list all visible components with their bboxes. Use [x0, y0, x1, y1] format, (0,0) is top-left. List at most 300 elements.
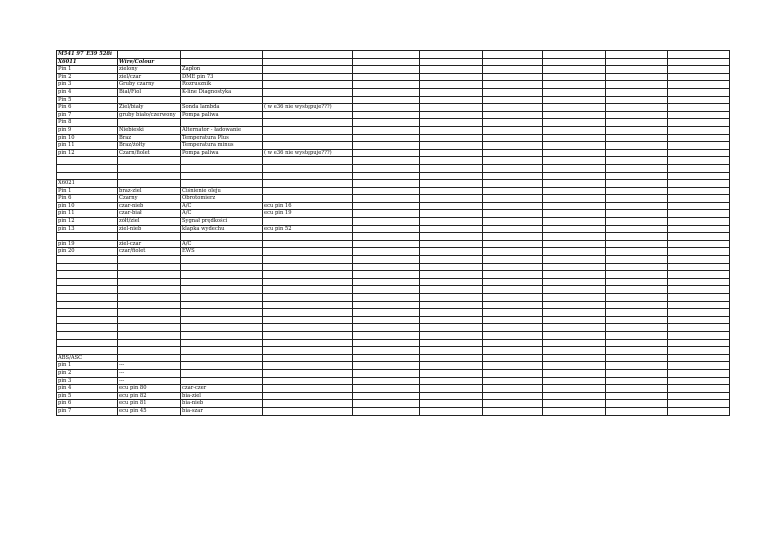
sheet-cell[interactable]	[668, 294, 730, 302]
sheet-cell[interactable]	[181, 256, 263, 264]
sheet-cell[interactable]	[483, 347, 543, 355]
sheet-cell[interactable]	[543, 385, 606, 393]
sheet-cell[interactable]	[420, 362, 483, 370]
sheet-cell[interactable]	[606, 96, 668, 104]
sheet-cell[interactable]	[353, 142, 420, 150]
sheet-cell[interactable]: gruby biało/czerwony	[118, 111, 181, 119]
sheet-cell[interactable]: czar-czer	[181, 385, 263, 393]
sheet-cell[interactable]	[118, 119, 181, 127]
sheet-cell[interactable]: ---	[118, 362, 181, 370]
sheet-cell[interactable]	[606, 225, 668, 233]
sheet-cell[interactable]	[181, 294, 263, 302]
sheet-cell[interactable]	[606, 385, 668, 393]
sheet-cell[interactable]: pin 3	[57, 81, 118, 89]
sheet-cell[interactable]	[353, 104, 420, 112]
sheet-cell[interactable]: ecu pin 52	[263, 225, 353, 233]
sheet-cell[interactable]	[181, 301, 263, 309]
sheet-cell[interactable]: bia-szar	[181, 407, 263, 415]
sheet-cell[interactable]: ecu pin 80	[118, 385, 181, 393]
sheet-cell[interactable]: pin 4	[57, 88, 118, 96]
sheet-cell[interactable]	[543, 180, 606, 188]
sheet-cell[interactable]	[543, 400, 606, 408]
sheet-cell[interactable]	[483, 331, 543, 339]
sheet-cell[interactable]	[420, 58, 483, 66]
sheet-cell[interactable]	[543, 407, 606, 415]
sheet-cell[interactable]	[483, 377, 543, 385]
sheet-cell[interactable]: A/C	[181, 240, 263, 248]
sheet-cell[interactable]	[118, 263, 181, 271]
sheet-cell[interactable]: ziel/czar	[118, 73, 181, 81]
sheet-cell[interactable]: Pin 6	[57, 104, 118, 112]
sheet-cell[interactable]	[181, 309, 263, 317]
sheet-cell[interactable]	[668, 354, 730, 362]
sheet-cell[interactable]	[353, 248, 420, 256]
sheet-cell[interactable]	[543, 104, 606, 112]
sheet-cell[interactable]	[543, 354, 606, 362]
sheet-cell[interactable]	[118, 294, 181, 302]
sheet-cell[interactable]	[263, 187, 353, 195]
sheet-cell[interactable]	[263, 142, 353, 150]
sheet-cell[interactable]	[353, 119, 420, 127]
sheet-cell[interactable]	[483, 324, 543, 332]
sheet-cell[interactable]	[57, 294, 118, 302]
sheet-cell[interactable]	[118, 339, 181, 347]
sheet-cell[interactable]	[263, 331, 353, 339]
sheet-cell[interactable]	[181, 96, 263, 104]
sheet-cell[interactable]	[483, 240, 543, 248]
sheet-cell[interactable]	[606, 400, 668, 408]
sheet-cell[interactable]	[353, 294, 420, 302]
sheet-cell[interactable]	[543, 324, 606, 332]
sheet-cell[interactable]	[57, 271, 118, 279]
sheet-cell[interactable]	[483, 119, 543, 127]
sheet-cell[interactable]	[263, 218, 353, 226]
sheet-cell[interactable]	[668, 316, 730, 324]
sheet-cell[interactable]	[420, 51, 483, 59]
sheet-cell[interactable]	[57, 256, 118, 264]
sheet-cell[interactable]	[668, 202, 730, 210]
sheet-cell[interactable]	[606, 309, 668, 317]
sheet-cell[interactable]: pin 19	[57, 240, 118, 248]
sheet-cell[interactable]	[483, 180, 543, 188]
sheet-cell[interactable]	[483, 164, 543, 172]
sheet-cell[interactable]	[543, 51, 606, 59]
sheet-cell[interactable]	[543, 187, 606, 195]
sheet-cell[interactable]: Temperatura minus	[181, 142, 263, 150]
sheet-cell[interactable]	[483, 271, 543, 279]
sheet-cell[interactable]: ABS/ASC	[57, 354, 118, 362]
sheet-cell[interactable]	[118, 180, 181, 188]
sheet-cell[interactable]: Rozrusznik	[181, 81, 263, 89]
sheet-cell[interactable]	[420, 134, 483, 142]
sheet-cell[interactable]	[353, 377, 420, 385]
sheet-cell[interactable]	[606, 142, 668, 150]
sheet-cell[interactable]	[483, 195, 543, 203]
sheet-cell[interactable]	[263, 286, 353, 294]
sheet-cell[interactable]: X6021	[57, 180, 118, 188]
sheet-cell[interactable]	[353, 339, 420, 347]
sheet-cell[interactable]	[483, 88, 543, 96]
sheet-cell[interactable]	[353, 392, 420, 400]
sheet-cell[interactable]: pin 7	[57, 111, 118, 119]
sheet-cell[interactable]	[543, 119, 606, 127]
sheet-cell[interactable]	[606, 164, 668, 172]
sheet-cell[interactable]	[263, 263, 353, 271]
sheet-cell[interactable]	[118, 316, 181, 324]
sheet-cell[interactable]	[606, 354, 668, 362]
sheet-cell[interactable]	[420, 240, 483, 248]
sheet-cell[interactable]: braz-ziel	[118, 187, 181, 195]
sheet-cell[interactable]	[353, 134, 420, 142]
sheet-cell[interactable]	[118, 172, 181, 180]
sheet-cell[interactable]	[543, 294, 606, 302]
sheet-cell[interactable]	[483, 51, 543, 59]
sheet-cell[interactable]	[543, 263, 606, 271]
sheet-cell[interactable]: Sygnał prędkości	[181, 218, 263, 226]
sheet-cell[interactable]	[606, 202, 668, 210]
sheet-cell[interactable]	[668, 369, 730, 377]
sheet-cell[interactable]	[420, 172, 483, 180]
sheet-cell[interactable]	[420, 377, 483, 385]
sheet-cell[interactable]	[668, 104, 730, 112]
sheet-cell[interactable]: pin 10	[57, 134, 118, 142]
sheet-cell[interactable]: ---	[118, 369, 181, 377]
sheet-cell[interactable]	[353, 263, 420, 271]
sheet-cell[interactable]	[483, 58, 543, 66]
sheet-cell[interactable]	[668, 240, 730, 248]
sheet-cell[interactable]	[263, 301, 353, 309]
sheet-cell[interactable]	[118, 51, 181, 59]
sheet-cell[interactable]	[483, 233, 543, 241]
sheet-cell[interactable]: Pin 2	[57, 73, 118, 81]
sheet-cell[interactable]	[483, 339, 543, 347]
sheet-cell[interactable]	[420, 407, 483, 415]
sheet-cell[interactable]	[483, 96, 543, 104]
sheet-cell[interactable]: pin 11	[57, 142, 118, 150]
sheet-cell[interactable]	[543, 392, 606, 400]
sheet-cell[interactable]	[353, 157, 420, 165]
sheet-cell[interactable]	[543, 195, 606, 203]
sheet-cell[interactable]: bia-nieb	[181, 400, 263, 408]
sheet-cell[interactable]: Braz	[118, 134, 181, 142]
sheet-cell[interactable]	[420, 111, 483, 119]
sheet-cell[interactable]	[483, 316, 543, 324]
sheet-cell[interactable]: A/C	[181, 202, 263, 210]
sheet-cell[interactable]: Gruby czarny	[118, 81, 181, 89]
sheet-cell[interactable]: zółt/ziel	[118, 218, 181, 226]
sheet-cell[interactable]	[606, 88, 668, 96]
sheet-cell[interactable]: Pin 6	[57, 195, 118, 203]
sheet-cell[interactable]	[668, 339, 730, 347]
sheet-cell[interactable]	[668, 301, 730, 309]
sheet-cell[interactable]	[483, 278, 543, 286]
sheet-cell[interactable]	[420, 309, 483, 317]
sheet-cell[interactable]	[263, 81, 353, 89]
sheet-cell[interactable]: Biał/Fiol	[118, 88, 181, 96]
sheet-cell[interactable]	[263, 111, 353, 119]
sheet-cell[interactable]	[353, 180, 420, 188]
sheet-cell[interactable]: Obrotomierz	[181, 195, 263, 203]
sheet-cell[interactable]	[353, 331, 420, 339]
sheet-cell[interactable]	[118, 278, 181, 286]
sheet-cell[interactable]	[420, 142, 483, 150]
sheet-cell[interactable]	[181, 263, 263, 271]
sheet-cell[interactable]: ( w e36 nie występuje???)	[263, 104, 353, 112]
sheet-cell[interactable]	[543, 309, 606, 317]
sheet-cell[interactable]	[57, 157, 118, 165]
sheet-cell[interactable]	[263, 248, 353, 256]
sheet-cell[interactable]	[483, 225, 543, 233]
sheet-cell[interactable]	[420, 88, 483, 96]
sheet-cell[interactable]	[668, 400, 730, 408]
sheet-cell[interactable]	[483, 149, 543, 157]
sheet-cell[interactable]	[606, 407, 668, 415]
sheet-cell[interactable]	[606, 66, 668, 74]
sheet-cell[interactable]	[420, 347, 483, 355]
sheet-cell[interactable]	[668, 263, 730, 271]
sheet-cell[interactable]	[606, 392, 668, 400]
sheet-cell[interactable]	[118, 271, 181, 279]
sheet-cell[interactable]	[668, 195, 730, 203]
sheet-cell[interactable]: EWS	[181, 248, 263, 256]
sheet-cell[interactable]	[353, 51, 420, 59]
sheet-cell[interactable]	[263, 73, 353, 81]
sheet-cell[interactable]	[263, 96, 353, 104]
sheet-cell[interactable]	[181, 172, 263, 180]
sheet-cell[interactable]	[263, 88, 353, 96]
sheet-cell[interactable]	[543, 286, 606, 294]
sheet-cell[interactable]	[353, 202, 420, 210]
sheet-cell[interactable]	[353, 172, 420, 180]
sheet-cell[interactable]	[668, 81, 730, 89]
sheet-cell[interactable]	[181, 233, 263, 241]
sheet-cell[interactable]	[483, 202, 543, 210]
sheet-cell[interactable]	[606, 294, 668, 302]
sheet-cell[interactable]	[57, 301, 118, 309]
sheet-cell[interactable]	[57, 233, 118, 241]
sheet-cell[interactable]	[420, 149, 483, 157]
sheet-cell[interactable]	[543, 331, 606, 339]
sheet-cell[interactable]	[606, 301, 668, 309]
sheet-cell[interactable]: Ziel/biały	[118, 104, 181, 112]
sheet-cell[interactable]	[57, 164, 118, 172]
sheet-cell[interactable]	[57, 172, 118, 180]
sheet-cell[interactable]	[483, 256, 543, 264]
sheet-cell[interactable]	[118, 324, 181, 332]
sheet-cell[interactable]	[420, 210, 483, 218]
sheet-cell[interactable]	[263, 400, 353, 408]
sheet-cell[interactable]	[606, 240, 668, 248]
sheet-cell[interactable]	[543, 339, 606, 347]
sheet-cell[interactable]	[543, 134, 606, 142]
sheet-cell[interactable]	[353, 73, 420, 81]
sheet-cell[interactable]	[668, 331, 730, 339]
sheet-cell[interactable]: ( w e36 nie występuje???)	[263, 149, 353, 157]
sheet-cell[interactable]	[118, 96, 181, 104]
sheet-cell[interactable]	[181, 331, 263, 339]
sheet-cell[interactable]	[543, 202, 606, 210]
sheet-cell[interactable]	[118, 233, 181, 241]
sheet-cell[interactable]	[606, 369, 668, 377]
sheet-cell[interactable]	[420, 66, 483, 74]
sheet-cell[interactable]	[420, 202, 483, 210]
sheet-cell[interactable]	[57, 331, 118, 339]
sheet-cell[interactable]	[543, 210, 606, 218]
sheet-cell[interactable]: Niebieski	[118, 126, 181, 134]
sheet-cell[interactable]	[57, 324, 118, 332]
sheet-cell[interactable]	[420, 316, 483, 324]
sheet-cell[interactable]	[420, 104, 483, 112]
sheet-cell[interactable]	[263, 180, 353, 188]
sheet-cell[interactable]	[606, 210, 668, 218]
sheet-cell[interactable]	[543, 301, 606, 309]
sheet-cell[interactable]	[483, 210, 543, 218]
sheet-cell[interactable]	[181, 362, 263, 370]
sheet-cell[interactable]	[353, 301, 420, 309]
sheet-cell[interactable]	[420, 187, 483, 195]
sheet-cell[interactable]	[420, 81, 483, 89]
sheet-cell[interactable]	[263, 362, 353, 370]
sheet-cell[interactable]	[181, 316, 263, 324]
sheet-cell[interactable]	[353, 240, 420, 248]
sheet-cell[interactable]	[353, 309, 420, 317]
sheet-cell[interactable]: pin 2	[57, 369, 118, 377]
sheet-cell[interactable]	[543, 218, 606, 226]
sheet-cell[interactable]	[118, 286, 181, 294]
sheet-cell[interactable]	[118, 309, 181, 317]
sheet-cell[interactable]	[483, 369, 543, 377]
sheet-cell[interactable]	[606, 119, 668, 127]
sheet-cell[interactable]	[606, 134, 668, 142]
sheet-cell[interactable]	[420, 301, 483, 309]
sheet-cell[interactable]	[606, 58, 668, 66]
sheet-cell[interactable]	[420, 157, 483, 165]
sheet-cell[interactable]	[57, 339, 118, 347]
sheet-cell[interactable]	[353, 195, 420, 203]
sheet-cell[interactable]	[118, 354, 181, 362]
sheet-cell[interactable]	[420, 324, 483, 332]
sheet-cell[interactable]	[181, 119, 263, 127]
sheet-cell[interactable]	[420, 248, 483, 256]
sheet-cell[interactable]: Czarny	[118, 195, 181, 203]
sheet-cell[interactable]	[263, 172, 353, 180]
sheet-cell[interactable]	[543, 271, 606, 279]
sheet-cell[interactable]	[483, 362, 543, 370]
sheet-cell[interactable]	[543, 111, 606, 119]
sheet-cell[interactable]	[668, 134, 730, 142]
sheet-cell[interactable]: Pin 5	[57, 96, 118, 104]
sheet-cell[interactable]	[420, 225, 483, 233]
sheet-cell[interactable]	[263, 385, 353, 393]
sheet-cell[interactable]	[353, 354, 420, 362]
sheet-cell[interactable]	[606, 149, 668, 157]
sheet-cell[interactable]	[263, 58, 353, 66]
sheet-cell[interactable]: ecu pin 16	[263, 202, 353, 210]
sheet-cell[interactable]	[420, 164, 483, 172]
sheet-cell[interactable]	[606, 172, 668, 180]
sheet-cell[interactable]	[420, 73, 483, 81]
sheet-cell[interactable]	[420, 263, 483, 271]
sheet-cell[interactable]	[181, 157, 263, 165]
sheet-cell[interactable]	[668, 126, 730, 134]
sheet-cell[interactable]	[668, 88, 730, 96]
sheet-cell[interactable]	[263, 324, 353, 332]
sheet-cell[interactable]	[57, 286, 118, 294]
sheet-cell[interactable]	[543, 248, 606, 256]
sheet-cell[interactable]	[483, 248, 543, 256]
sheet-cell[interactable]	[181, 51, 263, 59]
sheet-cell[interactable]	[263, 316, 353, 324]
sheet-cell[interactable]	[353, 362, 420, 370]
sheet-cell[interactable]	[668, 377, 730, 385]
sheet-cell[interactable]	[420, 180, 483, 188]
sheet-cell[interactable]	[483, 385, 543, 393]
sheet-cell[interactable]	[353, 225, 420, 233]
sheet-cell[interactable]	[606, 73, 668, 81]
sheet-cell[interactable]	[353, 210, 420, 218]
sheet-cell[interactable]: pin 13	[57, 225, 118, 233]
sheet-cell[interactable]	[483, 172, 543, 180]
sheet-cell[interactable]	[668, 271, 730, 279]
sheet-cell[interactable]	[353, 324, 420, 332]
sheet-cell[interactable]	[668, 385, 730, 393]
sheet-cell[interactable]: ecu pin 45	[118, 407, 181, 415]
sheet-cell[interactable]	[181, 377, 263, 385]
sheet-cell[interactable]	[420, 286, 483, 294]
sheet-cell[interactable]	[606, 126, 668, 134]
sheet-cell[interactable]	[181, 347, 263, 355]
sheet-cell[interactable]	[606, 218, 668, 226]
sheet-cell[interactable]	[668, 51, 730, 59]
sheet-cell[interactable]	[118, 157, 181, 165]
sheet-cell[interactable]	[668, 66, 730, 74]
sheet-cell[interactable]	[606, 51, 668, 59]
sheet-cell[interactable]	[420, 119, 483, 127]
sheet-cell[interactable]	[483, 309, 543, 317]
sheet-cell[interactable]	[543, 142, 606, 150]
sheet-cell[interactable]	[483, 301, 543, 309]
sheet-cell[interactable]	[420, 271, 483, 279]
sheet-cell[interactable]	[606, 157, 668, 165]
sheet-cell[interactable]	[263, 369, 353, 377]
sheet-cell[interactable]	[420, 218, 483, 226]
sheet-cell[interactable]	[420, 400, 483, 408]
sheet-cell[interactable]: pin 12	[57, 218, 118, 226]
sheet-cell[interactable]	[668, 172, 730, 180]
sheet-cell[interactable]	[483, 66, 543, 74]
sheet-cell[interactable]	[668, 248, 730, 256]
sheet-cell[interactable]	[353, 126, 420, 134]
sheet-cell[interactable]: Pin 8	[57, 119, 118, 127]
sheet-cell[interactable]	[483, 286, 543, 294]
sheet-cell[interactable]	[181, 164, 263, 172]
sheet-cell[interactable]: Pin 1	[57, 187, 118, 195]
sheet-cell[interactable]	[668, 225, 730, 233]
sheet-cell[interactable]	[668, 73, 730, 81]
sheet-cell[interactable]	[606, 256, 668, 264]
sheet-cell[interactable]: Pompa paliwa	[181, 149, 263, 157]
sheet-cell[interactable]	[420, 195, 483, 203]
sheet-cell[interactable]: pin 3	[57, 377, 118, 385]
sheet-cell[interactable]: pin 1	[57, 362, 118, 370]
sheet-cell[interactable]	[118, 347, 181, 355]
sheet-cell[interactable]: bia-ziel	[181, 392, 263, 400]
sheet-cell[interactable]	[483, 400, 543, 408]
sheet-cell[interactable]	[263, 233, 353, 241]
sheet-cell[interactable]	[483, 111, 543, 119]
sheet-cell[interactable]	[353, 369, 420, 377]
sheet-cell[interactable]	[606, 324, 668, 332]
